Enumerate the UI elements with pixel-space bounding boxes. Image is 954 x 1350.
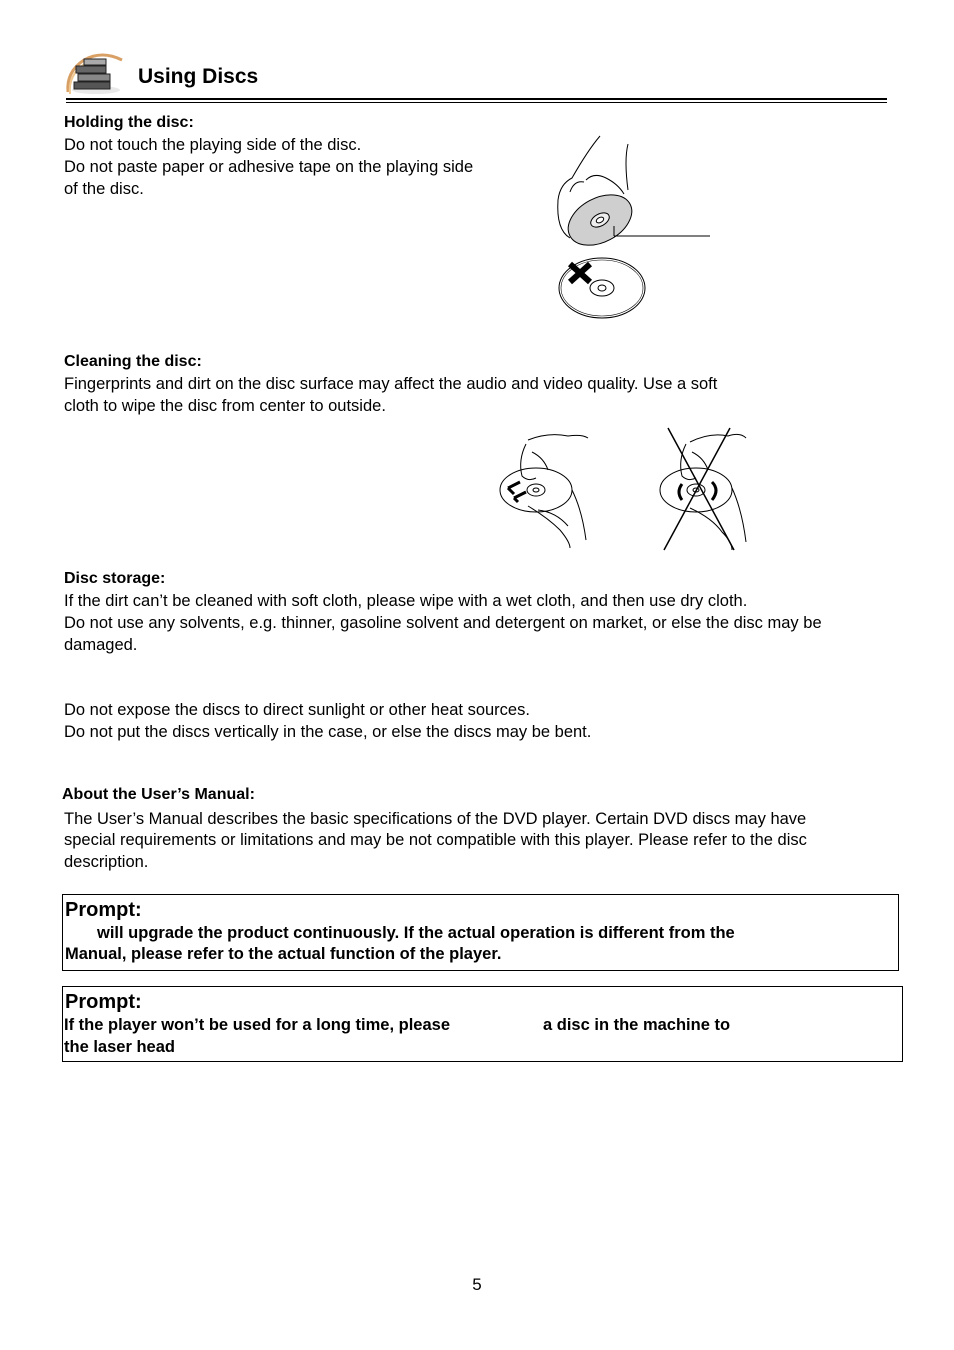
page-number: 5	[472, 1275, 482, 1294]
prompt-2-title: Prompt:	[65, 991, 142, 1013]
prompt-2-text-2: the laser head	[64, 1038, 175, 1056]
header-logo	[62, 52, 132, 98]
cleaning-correct-illustration	[498, 430, 593, 550]
manual-text-2: special requirements or limitations and may be not compatible with this player. Please refer to the disc	[64, 831, 807, 849]
storage-text-3: damaged.	[64, 636, 138, 654]
prompt-2-text-1a: If the player won’t be used for a long time, please	[64, 1016, 450, 1034]
manual-heading: About the User’s Manual:	[62, 786, 255, 803]
cleaning-heading: Cleaning the disc:	[64, 353, 202, 370]
manual-text-1: The User’s Manual describes the basic specifications of the DVD player. Certain DVD discs may have	[64, 810, 807, 828]
prompt-1-title: Prompt:	[65, 899, 142, 921]
manual-text-3: description.	[64, 853, 149, 871]
prompt-box-1	[62, 894, 899, 971]
prompt-1-text-1: will upgrade the product continuously. If the actual operation is different from the	[97, 924, 735, 942]
page-title: Using Discs	[138, 65, 259, 88]
books-icon	[62, 52, 132, 98]
storage-text-5: Do not put the discs vertically in the case, or else the discs may be bent.	[64, 723, 592, 741]
cleaning-text-1: Fingerprints and dirt on the disc surface may affect the audio and video quality. Use a soft	[64, 375, 718, 393]
storage-heading: Disc storage:	[64, 570, 166, 587]
holding-disc-illustration	[548, 130, 718, 325]
prompt-box-2	[62, 986, 903, 1062]
holding-text-2: Do not paste paper or adhesive tape on the playing side	[64, 158, 474, 176]
storage-text-2: Do not use any solvents, e.g. thinner, gasoline solvent and detergent on market, or else the disc may be	[64, 614, 822, 632]
cleaning-wrong-illustration	[656, 426, 751, 554]
storage-text-4: Do not expose the discs to direct sunlight or other heat sources.	[64, 701, 530, 719]
holding-text-1: Do not touch the playing side of the disc.	[64, 136, 362, 154]
holding-heading: Holding the disc:	[64, 114, 194, 131]
holding-text-3: of the disc.	[64, 180, 144, 198]
prompt-1-text-2: Manual, please refer to the actual function of the player.	[65, 945, 502, 963]
header-rule-thin	[66, 102, 887, 103]
prompt-2-text-1b: a disc in the machine to	[543, 1016, 731, 1034]
header-rule	[66, 98, 887, 100]
cleaning-text-2: cloth to wipe the disc from center to outside.	[64, 397, 386, 415]
storage-text-1: If the dirt can’t be cleaned with soft cloth, please wipe with a wet cloth, and then use dry cloth.	[64, 592, 748, 610]
